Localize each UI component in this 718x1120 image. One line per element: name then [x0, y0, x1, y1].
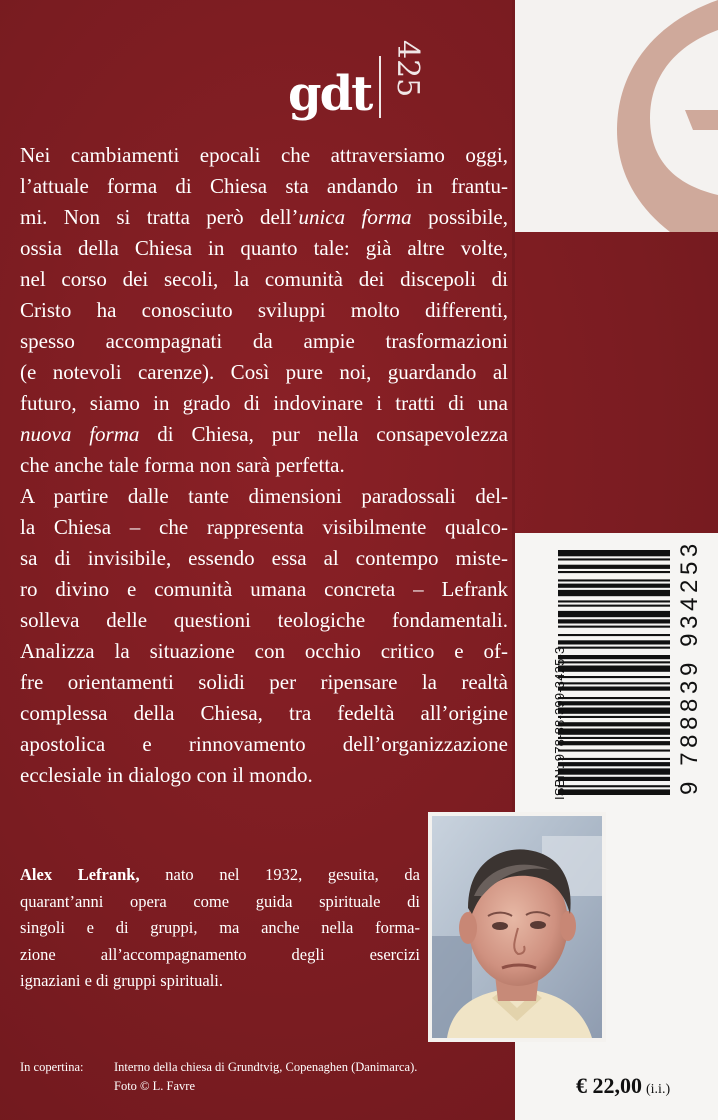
- barcode-bar: [558, 558, 670, 560]
- series-logo-text: gdt: [288, 66, 372, 122]
- text-line: spesso accompagnati da ampie trasformazioni: [20, 329, 508, 353]
- barcode-bar: [558, 708, 670, 714]
- text-line: fre orientamenti solidi per ripensare la realtà: [20, 670, 508, 694]
- author-photo: [432, 816, 602, 1038]
- isbn-number: ISBN: 978-88-399-3425-3: [552, 646, 567, 800]
- text-span: di Chiesa, pur nella consapevolezza: [139, 422, 509, 446]
- barcode-bar: [558, 768, 670, 774]
- text-line: Analizza la situazione con occhio critico e of-: [20, 639, 508, 663]
- top-right-panel: [515, 0, 718, 232]
- barcode-bar: [558, 789, 670, 795]
- text-line: Nei cambiamenti epocali che attraversiamo oggi,: [20, 143, 508, 167]
- text-line: ro divino e comunità umana concreta – Lefrank: [20, 577, 508, 601]
- barcode-bar: [558, 640, 670, 644]
- text-line: nel corso dei secoli, la comunità dei discepoli di: [20, 267, 508, 291]
- text-line: Cristo ha conosciuto sviluppi molto differenti,: [20, 298, 508, 322]
- bio-line: ignaziani e di gruppi spirituali.: [20, 971, 223, 990]
- back-cover-description: [20, 140, 508, 791]
- italic-term: nuova forma: [20, 422, 140, 446]
- barcode-bar: [558, 758, 670, 760]
- barcode-bar: [558, 666, 670, 672]
- barcode-bar: [558, 661, 670, 663]
- text-line: [20, 419, 508, 450]
- text-line: apostolica e rinnovamento dell’organizzazione: [20, 732, 508, 756]
- credits-row: [20, 1077, 520, 1096]
- text-line: complessa della Chiesa, tra fedeltà all’origine: [20, 701, 508, 725]
- barcode-bar: [558, 785, 670, 787]
- text-line: solleva delle questioni teologiche fondamentali.: [20, 608, 508, 632]
- italic-term: unica forma: [298, 205, 412, 229]
- barcode-bar: [558, 611, 670, 617]
- barcode-bar: [558, 687, 670, 691]
- barcode-bar: [558, 716, 670, 718]
- barcode-bar: [558, 722, 670, 726]
- credits-text: Interno della chiesa di Grundtvig, Copenaghen (Danimarca).: [114, 1060, 418, 1074]
- author-bio: [20, 862, 420, 995]
- barcode-bar: [558, 655, 670, 659]
- text-line: [20, 202, 508, 233]
- barcode-bar: [558, 579, 670, 581]
- text-line: sa di invisibile, essendo essa al contempo miste-: [20, 546, 508, 570]
- bio-text: nato nel 1932, gesuita, da: [139, 865, 420, 884]
- text-line: futuro, siamo in grado di indovinare i tratti di una: [20, 391, 508, 415]
- cover-credits: [20, 1058, 520, 1096]
- logo-divider: [379, 56, 381, 118]
- barcode-bar: [558, 647, 670, 649]
- text-line: ossia della Chiesa in quanto tale: già altre volte,: [20, 236, 508, 260]
- barcode-bar: [558, 697, 670, 699]
- barcode-bar: [558, 605, 670, 607]
- text-span: mi. Non si tratta però dell’: [20, 205, 299, 229]
- text-line: l’attuale forma di Chiesa sta andando in frantu-: [20, 174, 508, 198]
- series-number: 425: [390, 40, 425, 98]
- barcode-bar: [558, 600, 670, 602]
- barcode-bar: [558, 634, 670, 636]
- ean-number: 9 788839 934253: [676, 539, 703, 795]
- text-span: possibile,: [411, 205, 508, 229]
- publisher-mark-graphic: [515, 0, 718, 232]
- text-line: che anche tale forma non sarà perfetta.: [20, 453, 345, 477]
- barcode-bar: [558, 565, 670, 569]
- price-note: (i.i.): [646, 1082, 671, 1097]
- barcode-bar: [558, 701, 670, 705]
- description-paragraph-2: [20, 481, 508, 791]
- bio-line: quarant’anni opera come guida spirituale di: [20, 891, 420, 911]
- credits-spacer: [20, 1077, 114, 1096]
- bio-line: singoli e di gruppi, ma anche nella forma-: [20, 918, 420, 937]
- barcode-bars: [558, 550, 670, 795]
- credits-row: [20, 1058, 520, 1077]
- text-line: ecclesiale in dialogo con il mondo.: [20, 763, 313, 787]
- series-logo: [288, 48, 387, 122]
- photo-credit: Foto © L. Favre: [114, 1079, 196, 1093]
- barcode-bar: [558, 550, 670, 556]
- bio-line: zione all’accompagnamento degli esercizi: [20, 944, 420, 964]
- barcode-bar: [558, 626, 670, 628]
- barcode-bar: [558, 584, 670, 588]
- description-paragraph-1: [20, 140, 508, 481]
- barcode-bar: [558, 619, 670, 623]
- credits-label: In copertina:: [20, 1060, 84, 1074]
- barcode-bar: [558, 676, 670, 678]
- author-portrait-graphic: [432, 816, 602, 1038]
- barcode-bar: [558, 571, 670, 573]
- text-line: A partire dalle tante dimensioni paradossali del-: [20, 484, 508, 508]
- barcode-bar: [558, 729, 670, 735]
- author-name: Alex Lefrank,: [20, 865, 140, 884]
- barcode-bar: [558, 741, 670, 745]
- series-number-wrap: [390, 40, 425, 110]
- barcode-bar: [558, 750, 670, 752]
- barcode-bar: [558, 762, 670, 766]
- bio-line: [20, 862, 420, 889]
- price-amount: € 22,00: [576, 1073, 642, 1098]
- text-line: la Chiesa – che rappresenta visibilmente qualco-: [20, 515, 508, 539]
- barcode-bar: [558, 682, 670, 684]
- text-line: (e notevoli carenze). Così pure noi, guardando al: [20, 360, 508, 384]
- barcode-bar: [558, 777, 670, 781]
- price: [576, 1073, 670, 1099]
- barcode-bar: [558, 590, 670, 596]
- barcode-bar: [558, 737, 670, 739]
